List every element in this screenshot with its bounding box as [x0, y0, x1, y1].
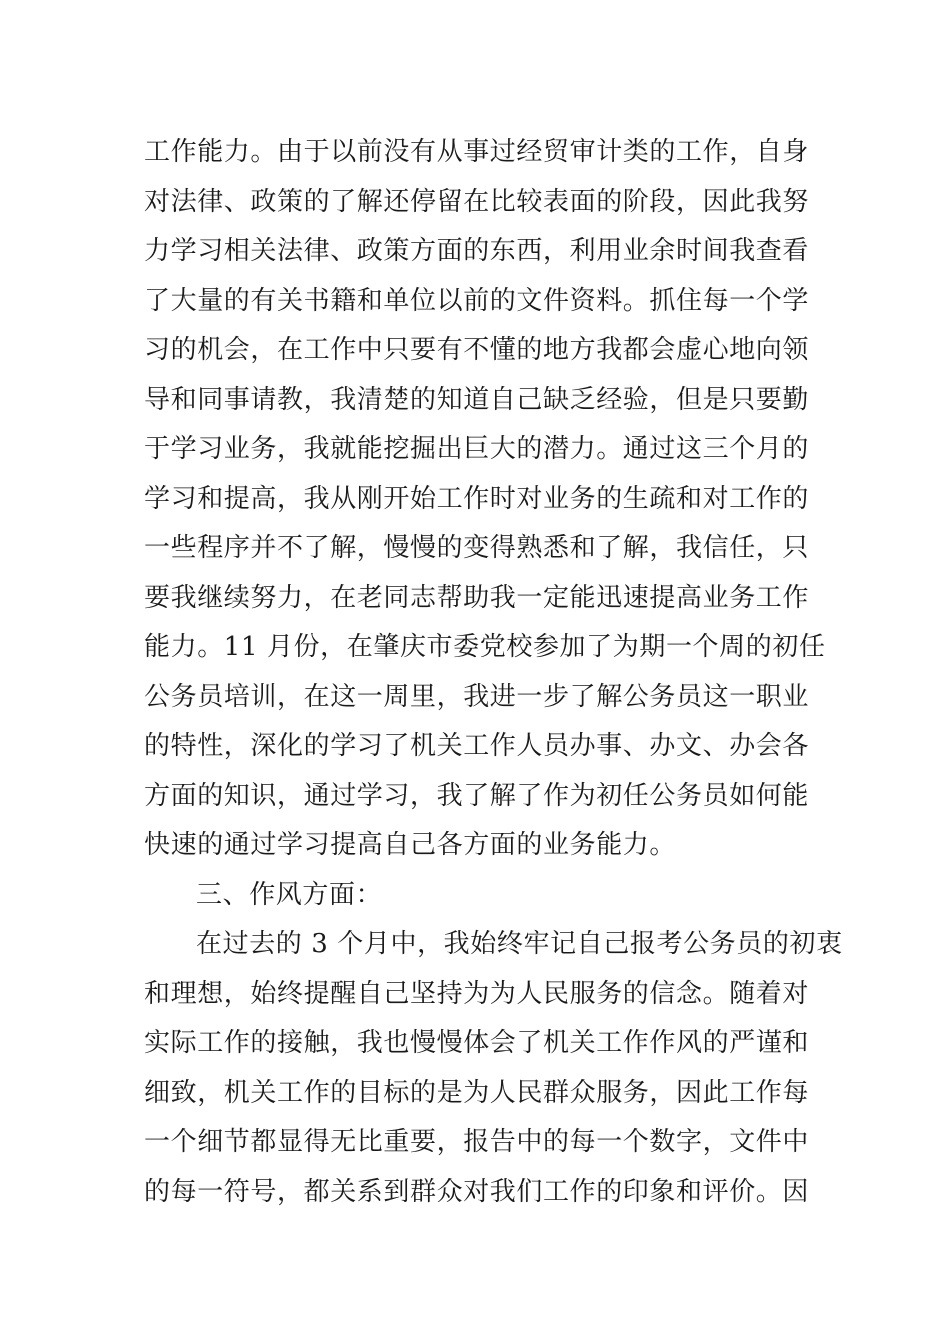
text-line: 快速的通过学习提高自己各方面的业务能力。: [144, 830, 677, 860]
text-line: 一个细节都显得无比重要，报告中的每一个数字，文件中: [144, 1127, 810, 1157]
text-line: 工作能力。由于以前没有从事过经贸审计类的工作，自身: [144, 137, 810, 167]
section-heading: 三、作风方面：: [196, 879, 383, 910]
text-line: 学习和提高，我从刚开始工作时对业务的生疏和对工作的: [144, 483, 810, 514]
text-line: 于学习业务，我就能挖掘出巨大的潜力。通过这三个月的: [144, 434, 810, 464]
text-line: 力学习相关法律、政策方面的东西，利用业余时间我查看: [144, 236, 810, 266]
text-line: 对法律、政策的了解还停留在比较表面的阶段，因此我努: [144, 186, 810, 217]
text-line: 公务员培训，在这一周里，我进一步了解公务员这一职业: [144, 681, 810, 712]
text-line: 要我继续努力，在老同志帮助我一定能迅速提高业务工作: [144, 582, 810, 613]
text-line: 细致，机关工作的目标的是为人民群众服务，因此工作每: [144, 1077, 810, 1108]
text-line: 的特性，深化的学习了机关工作人员办事、办文、办会各: [144, 731, 810, 761]
text-line: 能力。11 月份，在肇庆市委党校参加了为期一个周的初任: [144, 632, 826, 662]
text-line: 一些程序并不了解，慢慢的变得熟悉和了解，我信任，只: [144, 533, 810, 563]
text-line: 的每一符号，都关系到群众对我们工作的印象和评价。因: [144, 1176, 810, 1207]
document-text-body: [144, 128, 843, 1217]
text-line: 导和同事请教，我清楚的知道自己缺乏经验，但是只要勤: [144, 384, 810, 415]
paragraph-first-line: 在过去的 3 个月中，我始终牢记自己报考公务员的初衷: [196, 929, 843, 959]
text-line: 实际工作的接触，我也慢慢体会了机关工作作风的严谨和: [144, 1028, 810, 1058]
text-line: 习的机会，在工作中只要有不懂的地方我都会虚心地向领: [144, 335, 810, 365]
text-line: 方面的知识，通过学习，我了解了作为初任公务员如何能: [144, 780, 810, 811]
text-line: 和理想，始终提醒自己坚持为为人民服务的信念。随着对: [144, 978, 810, 1009]
text-line: 了大量的有关书籍和单位以前的文件资料。抓住每一个学: [144, 285, 810, 316]
